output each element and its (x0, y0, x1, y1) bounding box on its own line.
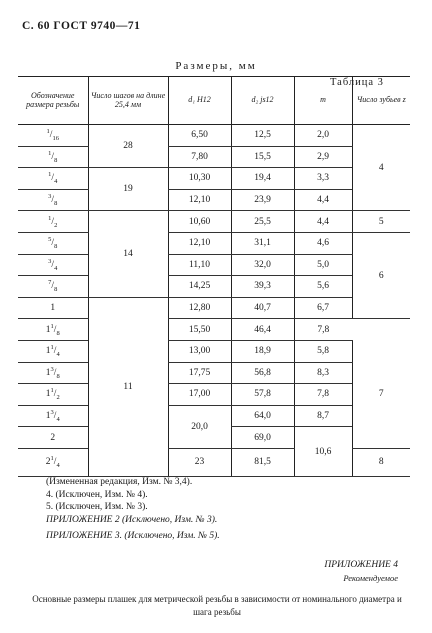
appendix-4-subtitle: Рекомендуемое (343, 573, 398, 583)
d1-cell: 17,75 (168, 362, 231, 384)
table-row (18, 448, 410, 476)
d1-cell: 11,10 (168, 254, 231, 276)
steps-cell: 14 (88, 211, 168, 297)
header-thread-size: Обозначение размера резьбы (18, 77, 88, 125)
z-cell: 8 (352, 448, 410, 476)
steps-cell: 28 (88, 125, 168, 168)
steps-cell: 19 (88, 168, 168, 211)
m-cell: 7,8 (294, 384, 352, 406)
note-line: 5. (Исключен, Изм. № 3). (46, 502, 148, 512)
d1-cell: 6,50 (168, 125, 231, 147)
table-row (18, 254, 410, 276)
d2-cell: 40,7 (231, 297, 294, 319)
table-row (18, 340, 410, 362)
m-cell: 4,4 (294, 189, 352, 211)
thread-size-cell: 1 (18, 297, 88, 319)
header-d2: d₂ js12 (231, 77, 294, 125)
d1-cell: 13,00 (168, 340, 231, 362)
d1-cell: 10,60 (168, 211, 231, 233)
z-cell: 7 (352, 340, 410, 448)
d1-cell: 20,0 (168, 405, 231, 448)
notes-block (46, 476, 217, 526)
z-cell: 5 (352, 211, 410, 233)
page-header: С. 60 ГОСТ 9740—71 (22, 20, 141, 32)
d1-cell: 14,25 (168, 276, 231, 298)
table-row (18, 297, 410, 319)
table-units-title: Размеры, мм (175, 60, 257, 72)
m-cell: 4,6 (294, 232, 352, 254)
note-line: ПРИЛОЖЕНИЕ 2 (Исключено, Изм. № 3). (46, 514, 218, 525)
table-row (18, 211, 410, 233)
m-cell: 4,4 (294, 211, 352, 233)
d1-cell: 15,50 (168, 319, 231, 341)
d1-cell: 17,00 (168, 384, 231, 406)
m-cell: 7,8 (294, 319, 352, 341)
m-cell: 5,0 (294, 254, 352, 276)
header-d1: d₁ H12 (168, 77, 231, 125)
thread-size-cell: $1^1/_8$ (18, 319, 88, 341)
steps-cell: 11 (88, 297, 168, 476)
d2-cell: 56,8 (231, 362, 294, 384)
d2-cell: 15,5 (231, 146, 294, 168)
thread-size-cell: $^3/_4$ (18, 254, 88, 276)
d1-cell: 10,30 (168, 168, 231, 190)
appendix-4-title: ПРИЛОЖЕНИЕ 4 (324, 560, 398, 570)
d1-cell: 12,10 (168, 232, 231, 254)
table-row (18, 146, 410, 168)
m-cell: 8,7 (294, 405, 352, 427)
appendix-3-note: ПРИЛОЖЕНИЕ 3. (Исключено, Изм. № 5). (46, 531, 220, 541)
d2-cell: 81,5 (231, 448, 294, 476)
d1-cell: 7,80 (168, 146, 231, 168)
table-row (18, 384, 410, 406)
thread-size-cell: $^7/_8$ (18, 276, 88, 298)
d2-cell: 57,8 (231, 384, 294, 406)
d2-cell: 46,4 (231, 319, 294, 341)
d2-cell: 64,0 (231, 405, 294, 427)
thread-size-cell: $1^3/_8$ (18, 362, 88, 384)
table-row (18, 362, 410, 384)
section-caption: Основные размеры плашек для метрической резьбы в зависимости от номинального диаметра и шага резьбы (32, 594, 402, 617)
table-row (18, 168, 410, 190)
dimensions-table (18, 76, 410, 477)
thread-size-cell: $1^3/_4$ (18, 405, 88, 427)
thread-size-cell: $^1/_2$ (18, 211, 88, 233)
table-header-row (18, 77, 410, 125)
m-cell: 2,9 (294, 146, 352, 168)
z-cell: 6 (352, 232, 410, 318)
thread-size-cell: $1^1/_2$ (18, 384, 88, 406)
m-cell: 5,8 (294, 340, 352, 362)
thread-size-cell: $^1/_8$ (18, 146, 88, 168)
table-row (18, 276, 410, 298)
d2-cell: 19,4 (231, 168, 294, 190)
header-steps: Число шагов на длине 25,4 мм (88, 77, 168, 125)
z-cell: 4 (352, 125, 410, 211)
table-row (18, 125, 410, 147)
m-cell: 5,6 (294, 276, 352, 298)
m-cell: 2,0 (294, 125, 352, 147)
thread-size-cell: $1^1/_4$ (18, 340, 88, 362)
d2-cell: 23,9 (231, 189, 294, 211)
m-cell: 3,3 (294, 168, 352, 190)
thread-size-cell: $^1/_4$ (18, 168, 88, 190)
note-line: (Измененная редакция, Изм. № 3,4). (46, 477, 193, 487)
thread-size-cell: $^1/_{16}$ (18, 125, 88, 147)
table-row (18, 319, 410, 341)
d1-cell: 12,10 (168, 189, 231, 211)
m-cell: 10,6 (294, 427, 352, 477)
d2-cell: 32,0 (231, 254, 294, 276)
header-z: Число зубьев z (352, 77, 410, 125)
table-row (18, 405, 410, 427)
thread-size-cell: $^5/_8$ (18, 232, 88, 254)
thread-size-cell: 2 (18, 427, 88, 449)
d2-cell: 31,1 (231, 232, 294, 254)
m-cell: 8,3 (294, 362, 352, 384)
d1-cell: 23 (168, 448, 231, 476)
note-line: 4. (Исключен, Изм. № 4). (46, 489, 148, 500)
d2-cell: 39,3 (231, 276, 294, 298)
thread-size-cell: $^3/_8$ (18, 189, 88, 211)
table-number: Таблица 3 (330, 77, 384, 88)
table-row (18, 189, 410, 211)
d2-cell: 69,0 (231, 427, 294, 449)
header-m: m (294, 77, 352, 125)
thread-size-cell: $2^1/_4$ (18, 448, 88, 476)
m-cell: 6,7 (294, 297, 352, 319)
d2-cell: 25,5 (231, 211, 294, 233)
d2-cell: 12,5 (231, 125, 294, 147)
table-row (18, 232, 410, 254)
d1-cell: 12,80 (168, 297, 231, 319)
d2-cell: 18,9 (231, 340, 294, 362)
